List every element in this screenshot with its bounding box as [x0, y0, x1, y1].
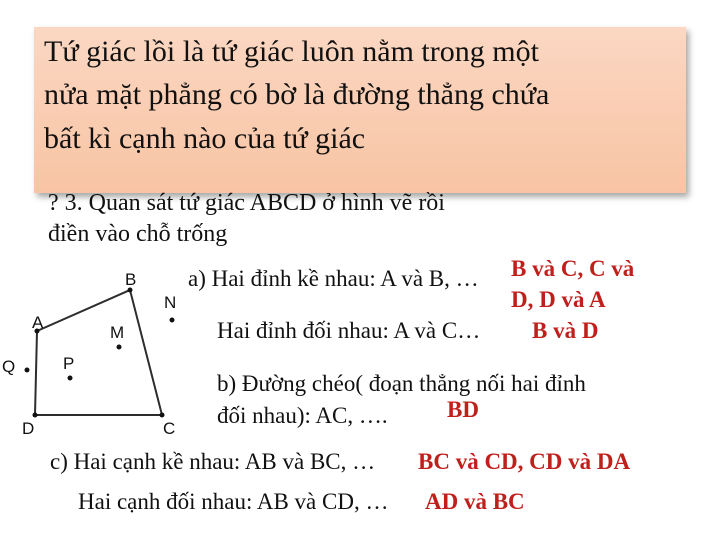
label-b: B — [125, 270, 137, 289]
opposite-sides-answer: AD và BC — [425, 489, 525, 514]
quadrilateral-abcd — [35, 290, 162, 415]
point-m-dot — [117, 345, 122, 350]
adjacent-vertices-prefix: a) Hai đỉnh kề nhau: A và B, … — [188, 266, 479, 291]
label-a: A — [32, 313, 44, 332]
adjacent-vertices-answer-1: B và C, C và — [511, 256, 635, 281]
opposite-sides-prefix: Hai cạnh đối nhau: AB và CD, … — [78, 489, 389, 514]
label-d: D — [22, 419, 35, 438]
definition-box — [34, 27, 686, 193]
opposite-vertices-prefix: Hai đỉnh đối nhau: A và C… — [217, 318, 481, 343]
label-n: N — [164, 293, 177, 312]
point-d-dot — [33, 413, 38, 418]
point-q-dot — [25, 368, 30, 373]
point-n-dot — [170, 318, 175, 323]
definition-line-1: Tứ giác lồi là tứ giác luôn nằm trong một — [44, 35, 539, 68]
adjacent-sides-prefix: c) Hai cạnh kề nhau: AB và BC, … — [50, 449, 376, 474]
diagonal-line-1: b) Đường chéo( đoạn thẳng nối hai đỉnh — [217, 371, 586, 396]
adjacent-sides-answer: BC và CD, CD và DA — [418, 449, 631, 474]
point-p-dot — [68, 376, 73, 381]
definition-line-3: bất kì cạnh nào của tứ giác — [44, 122, 366, 155]
diagonal-line-2: đối nhau): AC, …. — [217, 403, 388, 428]
label-p: P — [63, 354, 75, 373]
label-c: C — [163, 419, 176, 438]
adjacent-vertices-answer-2: D, D và A — [511, 287, 606, 312]
opposite-vertices-answer: B và D — [532, 318, 599, 343]
quadrilateral-figure — [0, 265, 200, 440]
point-c-dot — [160, 413, 165, 418]
diagonal-answer: BD — [447, 397, 479, 422]
label-q: Q — [2, 357, 16, 376]
question-line-2: điền vào chỗ trống — [48, 221, 228, 247]
label-m: M — [110, 323, 125, 342]
question-line-1: ? 3. Quan sát tứ giác ABCD ở hình vẽ rồi — [48, 190, 445, 216]
definition-line-2: nửa mặt phẳng có bờ là đường thẳng chứa — [44, 78, 550, 111]
